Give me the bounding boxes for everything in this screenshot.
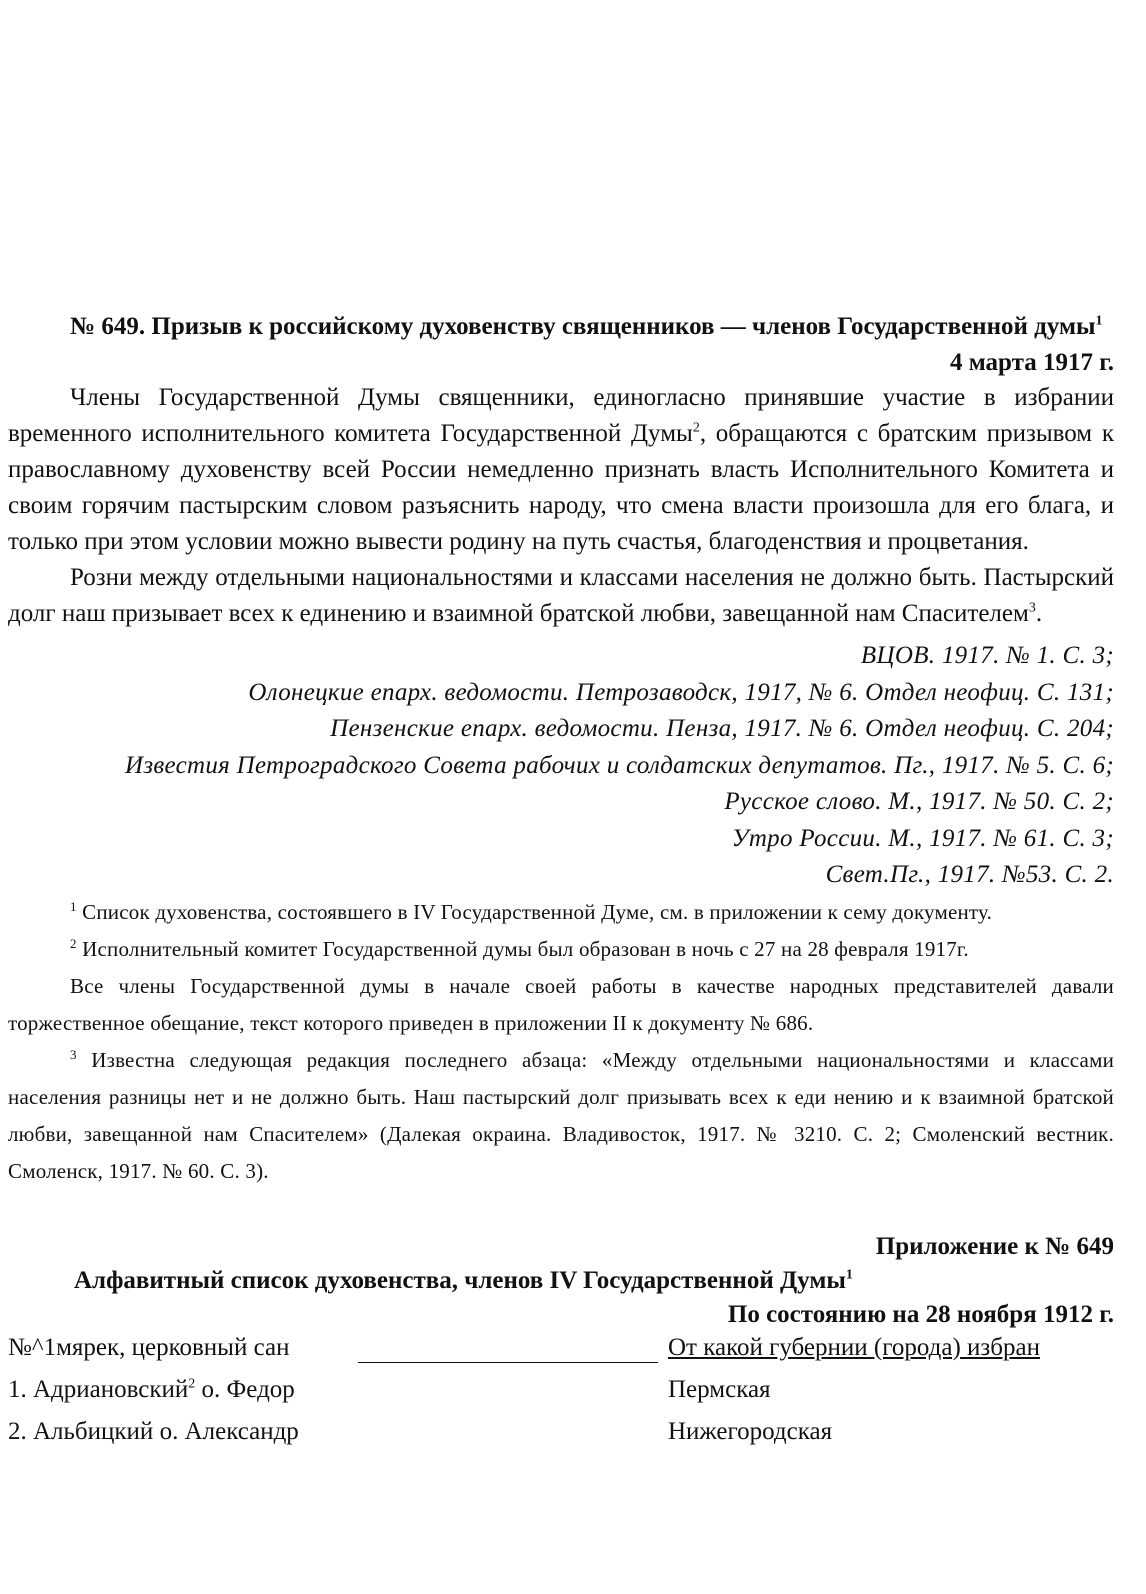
footnote-text: Список духовенства, состоявшего в IV Государственной Думе, см. в приложении к сему документу. bbox=[82, 899, 993, 924]
source-list bbox=[8, 638, 1114, 894]
appendix-heading: Приложение к № 649 bbox=[875, 1232, 1114, 1260]
paragraph-text: . bbox=[1035, 600, 1043, 627]
footnote-mark: 2 bbox=[70, 935, 77, 951]
table-row bbox=[8, 1376, 1114, 1414]
source-citation: Утро России. М., 1917. № 61. С. 3; bbox=[731, 824, 1114, 852]
paragraph-text: Розни между отдельными национальностями и классами населения не должно быть. Пастырский долг наш призывает всех к единению и взаимной братской любви, завещанной нам Спасителем bbox=[8, 564, 1114, 627]
document-date: 4 марта 1917 г. bbox=[949, 349, 1114, 376]
source-citation: ВЦОВ. 1917. № 1. С. 3; bbox=[860, 642, 1114, 669]
document-title bbox=[8, 310, 1114, 344]
footnotes bbox=[8, 894, 1114, 1190]
source-citation: Известия Петроградского Совета рабочих и солдатских депутатов. Пг., 1917. № 5. С. 6; bbox=[124, 751, 1114, 779]
member-region: Нижегородская bbox=[668, 1417, 833, 1445]
header-rule bbox=[358, 1362, 658, 1363]
appendix-title-text: Алфавитный список духовенства, членов IV Государственной Думы bbox=[74, 1266, 846, 1294]
member-name-text: о. Федор bbox=[195, 1375, 295, 1403]
appendix bbox=[8, 1230, 1114, 1456]
member-name bbox=[8, 1418, 299, 1446]
source-citation: Свет.Пг., 1917. №53. С. 2. bbox=[825, 861, 1114, 888]
footnote-text: Известна следующая редакция последнего абзаца: «Между отдельными национальностями и классами населения разницы нет и не должно быть. Наш пастырский долг призывать всех к еди нению и к взаимной братской любви, завещанной нам Спасителем» (Далекая окраина. Владивосток, 1917. № 3210. С. 2; Смоленский вестник. Смоленск, 1917. № 60. С. 3). bbox=[8, 1047, 1115, 1183]
appendix-title bbox=[8, 1264, 1114, 1298]
footnote-2-continued: Все члены Государственной думы в начале своей работы в качестве народных представителей давали торжественное обещание, текст которого приведен в приложении II к документу № 686. bbox=[8, 973, 1114, 1035]
appendix-date: По состоянию на 28 ноября 1912 г. bbox=[727, 1300, 1114, 1328]
footnote-3 bbox=[8, 1042, 1114, 1190]
footnote-ref: 2 bbox=[188, 1376, 196, 1392]
member-name-text: 1. Адриановский bbox=[8, 1375, 189, 1403]
body-paragraph-1 bbox=[8, 380, 1114, 560]
footnote-ref: 3 bbox=[1028, 600, 1036, 616]
document-page bbox=[8, 300, 1114, 1456]
member-name bbox=[8, 1376, 295, 1404]
paragraph-text: , обращаются с братским призывом к православному духовенству всей России немедленно признать власть Исполнительного Комитета и своим горячим пастырским словом разъяснить народу, что смена власти произошла для его блага, и только при этом условии можно вывести родину на путь счастья, благоденствия и процветания. bbox=[8, 420, 1114, 555]
footnote-mark: 1 bbox=[70, 898, 77, 914]
column-header-region: От какой губернии (города) избран bbox=[668, 1333, 1040, 1361]
source-citation: Олонецкие епарх. ведомости. Петрозаводск, 1917, № 6. Отдел неофиц. С. 131; bbox=[248, 678, 1114, 706]
table-header bbox=[8, 1334, 1114, 1372]
body-paragraph-2 bbox=[8, 560, 1114, 632]
member-region: Пермская bbox=[668, 1375, 771, 1403]
footnote-ref: 2 bbox=[692, 420, 700, 436]
column-header-name: №^1мярек, церковный сан bbox=[8, 1333, 290, 1361]
footnote-2 bbox=[8, 931, 1114, 968]
document-title-text: № 649. Призыв к российскому духовенству священников — членов Государственной думы bbox=[70, 313, 1096, 340]
footnote-mark: 3 bbox=[70, 1046, 77, 1062]
source-citation: Русское слово. М., 1917. № 50. С. 2; bbox=[724, 788, 1114, 815]
table-row bbox=[8, 1418, 1114, 1456]
member-name-text: 2. Альбицкий о. Александр bbox=[8, 1417, 299, 1445]
footnote-1 bbox=[8, 894, 1114, 931]
source-citation: Пензенские епарх. ведомости. Пенза, 1917. № 6. Отдел неофиц. С. 204; bbox=[330, 715, 1114, 742]
paragraph-text: Члены Государственной Думы священники, единогласно принявшие участие в избрании временного исполнительного комитета Государственной Думы bbox=[8, 384, 1114, 447]
footnote-ref: 1 bbox=[1095, 313, 1103, 329]
footnote-text: Исполнительный комитет Государственной думы был образован в ночь с 27 на 28 февраля 1917г. bbox=[82, 936, 969, 961]
footnote-ref: 1 bbox=[845, 1267, 853, 1283]
